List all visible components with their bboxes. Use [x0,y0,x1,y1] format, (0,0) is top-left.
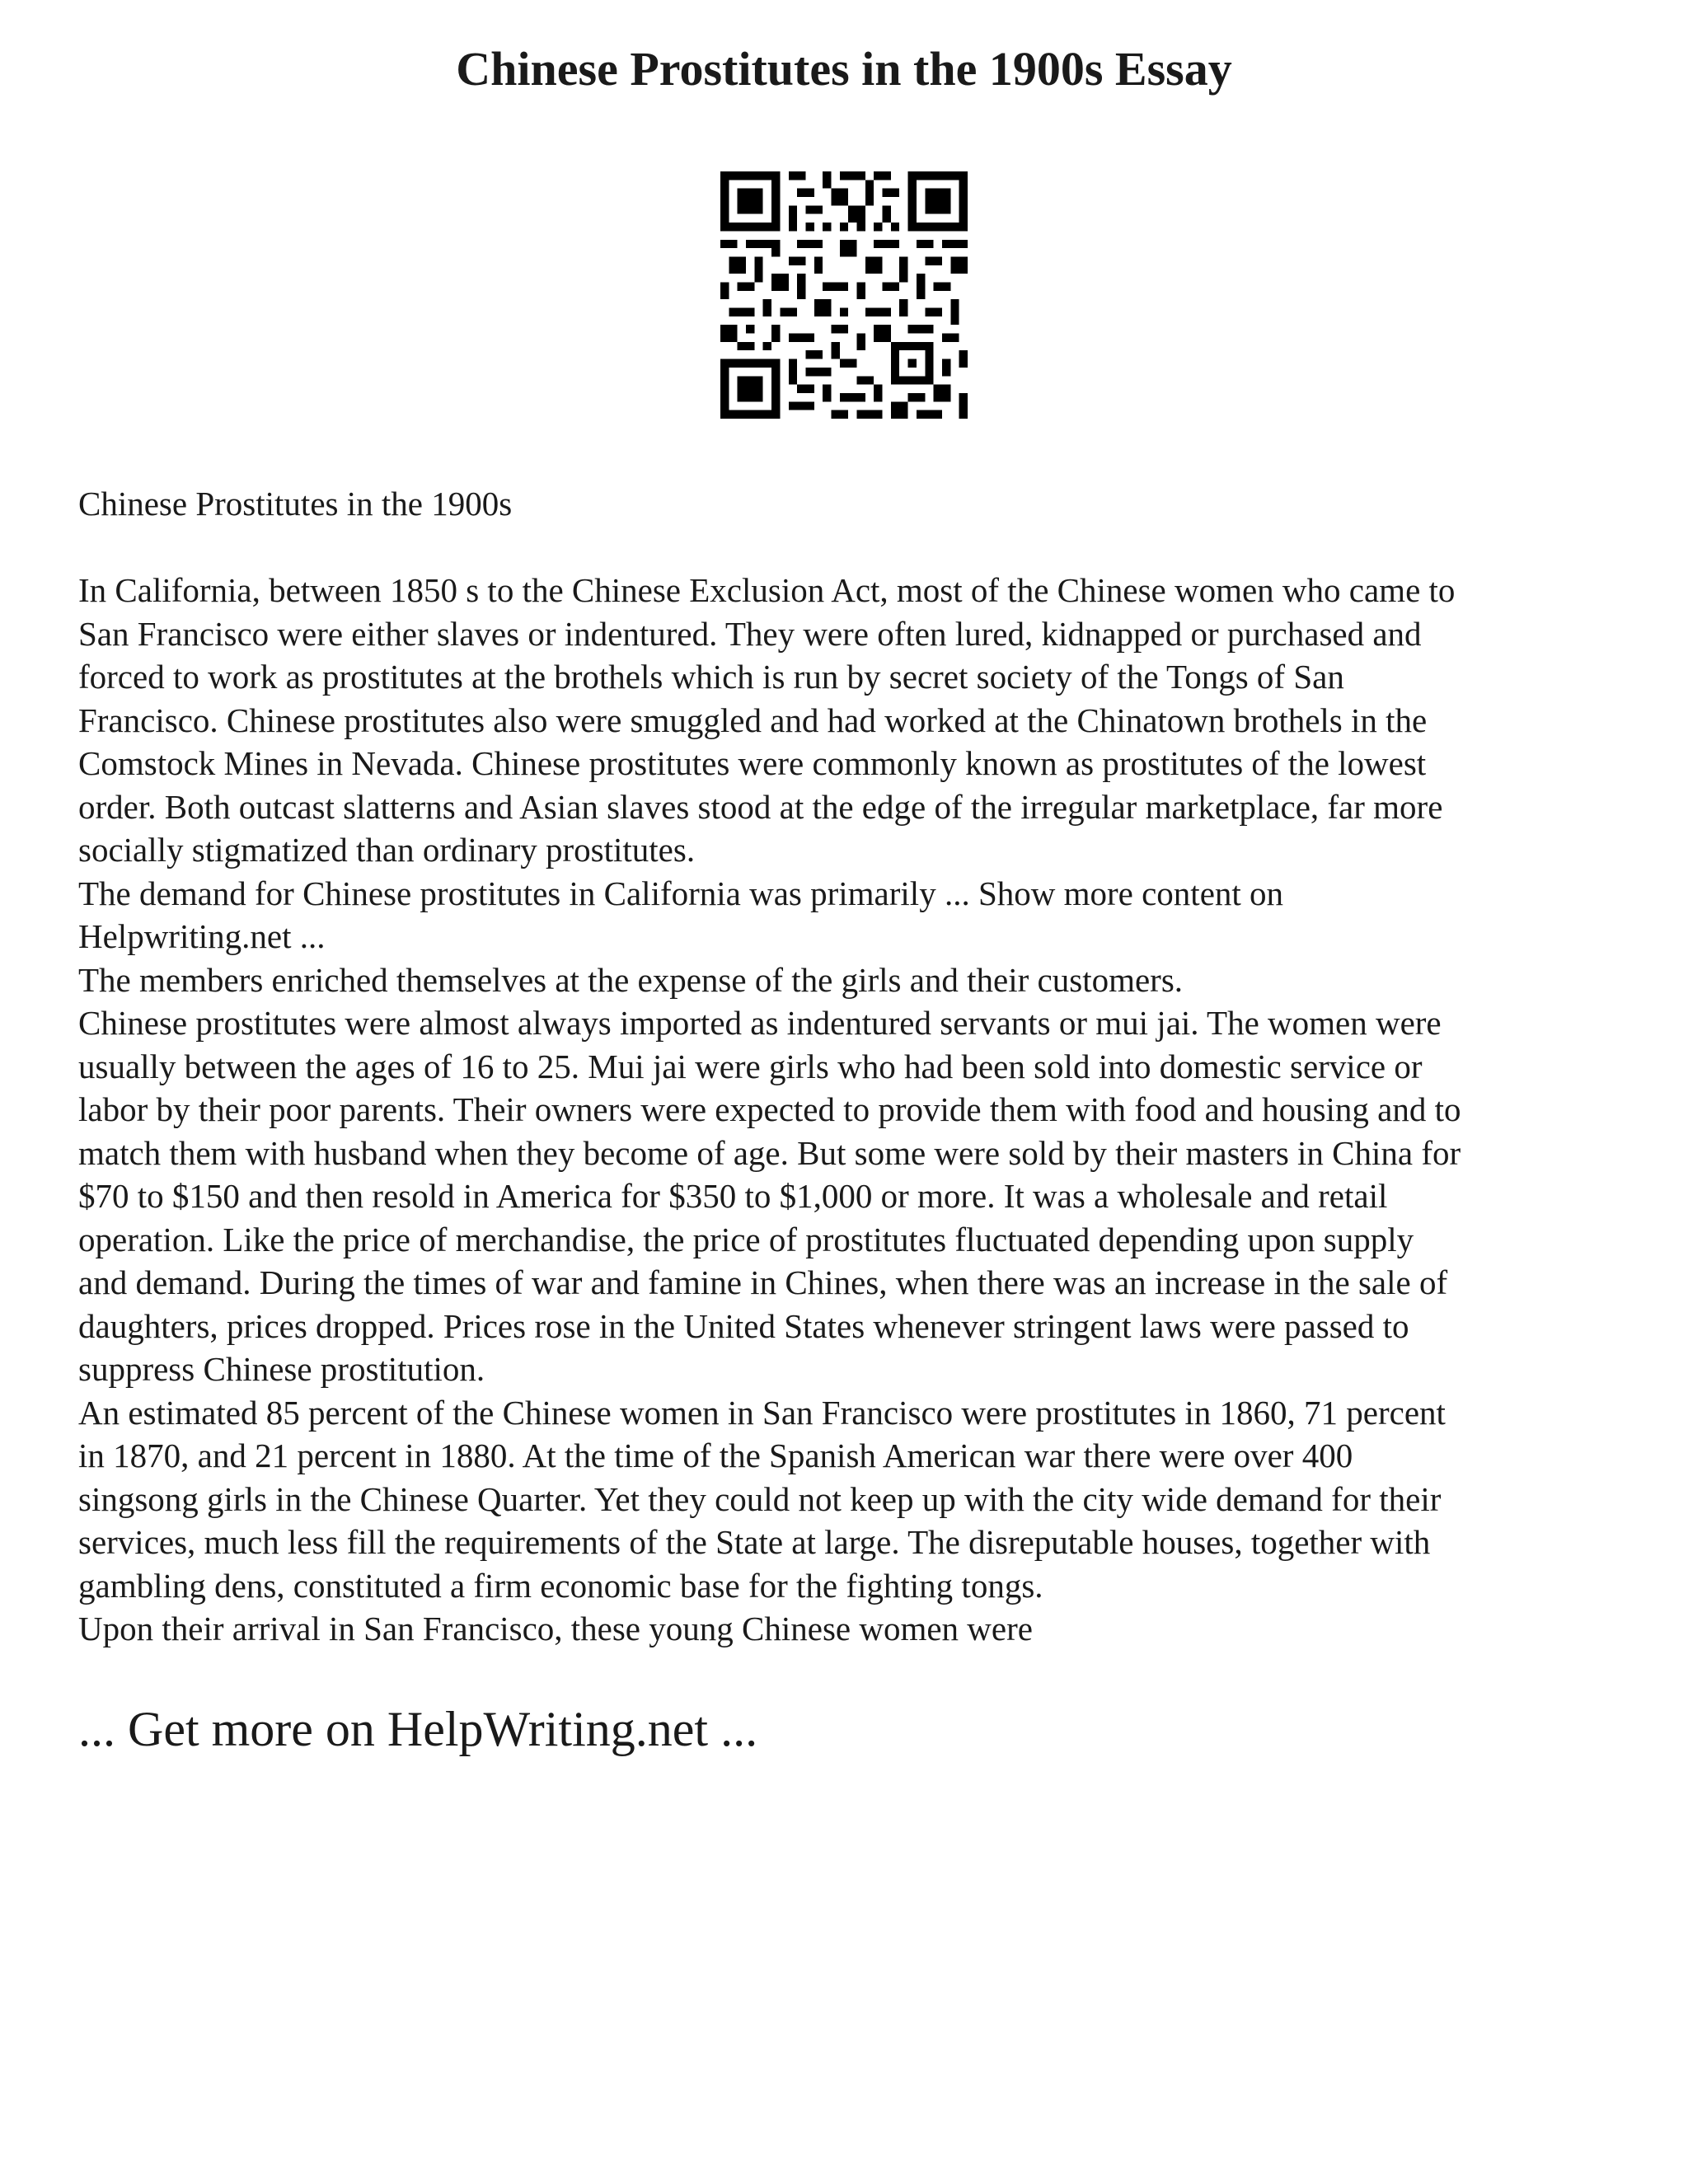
body-line: In California, between 1850 s to the Chinese Exclusion Act, most of the Chinese women who came to [78,571,1456,609]
essay-body [78,569,1628,1651]
body-line: usually between the ages of 16 to 25. Mui jai were girls who had been sold into domestic service or [78,1047,1423,1085]
body-line: and demand. During the times of war and famine in Chines, when there was an increase in the sale of [78,1263,1448,1301]
body-line: match them with husband when they become of age. But some were sold by their masters in China for [78,1133,1461,1172]
essay-heading: Chinese Prostitutes in the 1900s [78,485,513,523]
body-line: Comstock Mines in Nevada. Chinese prostitutes were commonly known as prostitutes of the lowest [78,744,1427,782]
body-line: in 1870, and 21 percent in 1880. At the time of the Spanish American war there were over 400 [78,1436,1353,1474]
body-line: operation. Like the price of merchandise, the price of prostitutes fluctuated depending upon supply [78,1220,1414,1258]
body-line: Upon their arrival in San Francisco, these young Chinese women were [78,1610,1033,1647]
body-line: singsong girls in the Chinese Quarter. Yet they could not keep up with the city wide demand for their [78,1479,1442,1518]
get-more-link[interactable]: ... Get more on HelpWriting.net ... [78,1702,758,1756]
body-line: The demand for Chinese prostitutes in California was primarily ... Show more content on [78,874,1284,912]
body-line: order. Both outcast slatterns and Asian slaves stood at the edge of the irregular marketplace, far more [78,787,1443,826]
document-title: Chinese Prostitutes in the 1900s Essay [456,42,1232,96]
body-line: forced to work as prostitutes at the brothels which is run by secret society of the Tongs of San [78,658,1344,696]
body-line: Francisco. Chinese prostitutes also were smuggled and had worked at the Chinatown brothels in the [78,701,1428,739]
body-line: An estimated 85 percent of the Chinese women in San Francisco were prostitutes in 1860, 71 percent [78,1393,1446,1432]
body-line: daughters, prices dropped. Prices rose in the United States whenever stringent laws were passed to [78,1306,1409,1345]
body-line: services, much less fill the requirements of the State at large. The disreputable houses, together with [78,1523,1431,1561]
body-line: gambling dens, constituted a firm economic base for the fighting tongs. [78,1566,1043,1605]
qr-code-icon [720,171,968,419]
body-line: $70 to $150 and then resold in America for $350 to $1,000 or more. It was a wholesale and retail [78,1177,1388,1215]
body-line: Helpwriting.net ... [78,917,326,955]
body-line: San Francisco were either slaves or indentured. They were often lured, kidnapped or purchased and [78,614,1422,653]
body-line: The members enriched themselves at the expense of the girls and their customers. [78,960,1184,999]
body-line: labor by their poor parents. Their owners were expected to provide them with food and housing and to [78,1090,1461,1128]
body-line: Chinese prostitutes were almost always imported as indentured servants or mui jai. The women were [78,1004,1442,1042]
body-line: socially stigmatized than ordinary prostitutes. [78,831,696,869]
body-line: suppress Chinese prostitution. [78,1350,485,1388]
